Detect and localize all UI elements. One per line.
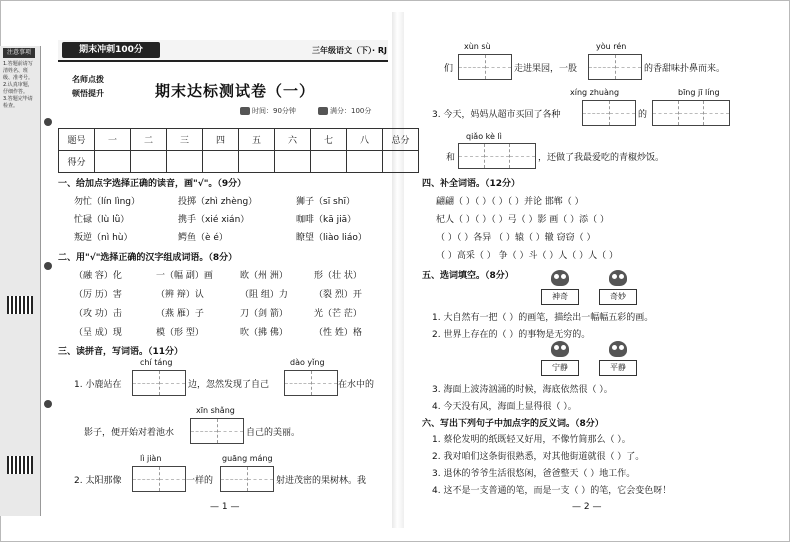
pencil-icon: [318, 107, 328, 115]
section-1-title: 一、给加点字选择正确的读音，画"√"。（9分）: [58, 179, 247, 189]
s1-item: 狮子（sī shī）: [296, 197, 355, 207]
r-text: 3. 今天，妈妈从超市买回了各种: [432, 110, 561, 120]
s2-item: 欧（州 洲）: [240, 271, 288, 281]
s5-question: 2. 世界上存在的（ ）的事物是无穷的。: [432, 330, 591, 340]
s2-item: 模（形 型）: [156, 328, 204, 338]
binding-hole-icon: [44, 400, 52, 408]
writing-grid[interactable]: [458, 143, 536, 169]
s1-item: 叛逆（nì hù）: [74, 233, 133, 243]
s3-text: 1. 小鹿站在: [74, 380, 122, 390]
section-4-title: 四、补全词语。（12分）: [422, 179, 521, 189]
pinyin-hint: bīng jī líng: [678, 88, 720, 97]
binding-hole-icon: [44, 262, 52, 270]
s2-item: 刀（剑 箭）: [240, 309, 288, 319]
s4-row: 翩翩（ ）（ ）（ ）（ ）并论 邯郸（ ）: [436, 197, 584, 207]
pinyin-hint: qiǎo kè lì: [466, 132, 502, 141]
s3-text: 一样的: [186, 476, 214, 486]
s5-question: 1. 大自然有一把（ ）的画笔，描绘出一幅幅五彩的画。: [432, 313, 654, 323]
word-card: 奇妙: [599, 289, 637, 305]
writing-grid[interactable]: [284, 370, 338, 396]
tag-improve: 顿悟提升: [72, 89, 104, 98]
writing-grid[interactable]: [132, 370, 186, 396]
word-card: 宁静: [541, 360, 579, 376]
pinyin-hint: dào yǐng: [290, 358, 325, 367]
writing-grid[interactable]: [588, 54, 642, 80]
s2-item: （裂 烈）开: [314, 290, 362, 300]
pinyin-hint: chí táng: [140, 358, 173, 367]
s5-question: 3. 海面上波涛汹涌的时候，海底依然很（ ）。: [432, 385, 613, 395]
s3-text: 射进茂密的果树林。我: [276, 476, 367, 486]
writing-grid[interactable]: [132, 466, 186, 492]
notice-body: 1.答题前请写清姓名、班级、准考号。 2.认真审题，仔细作答。 3.答题完毕请检查。: [3, 61, 34, 109]
writing-grid[interactable]: [582, 100, 636, 126]
owl-icon: [609, 270, 627, 286]
s1-item: 携手（xié xián）: [178, 215, 250, 225]
time-info: 时间：90分钟: [240, 106, 296, 116]
r-text: 的: [638, 110, 648, 120]
s2-item: 一（幅 副）画: [156, 271, 213, 281]
pinyin-hint: xíng zhuàng: [570, 88, 620, 97]
r-text: 们: [444, 64, 454, 74]
exam-sidebar: [0, 46, 41, 516]
writing-grid[interactable]: [652, 100, 730, 126]
s1-item: 鳄鱼（è é）: [178, 233, 228, 243]
pinyin-hint: xīn shǎng: [196, 406, 235, 415]
page-number: — 2 —: [572, 502, 602, 512]
pinyin-hint: yòu rén: [596, 42, 627, 51]
s2-item: （呈 成）现: [74, 328, 122, 338]
s3-text: 在水中的: [338, 380, 375, 390]
pinyin-hint: xùn sù: [464, 42, 491, 51]
book-spine: [392, 12, 404, 528]
s1-item: 咖啡（kā jiā）: [296, 215, 357, 225]
barcode-icon: [7, 456, 33, 474]
s6-question: 2. 我对咱们这条街很熟悉，对其他街道就很（ ）了。: [432, 452, 645, 462]
owl-icon: [551, 341, 569, 357]
page-number: — 1 —: [210, 502, 240, 512]
score-table-header-row: 题号 一 二 三 四 五 六 七 八 总分: [59, 129, 419, 151]
r-text: 的香甜味扑鼻而来。: [644, 64, 726, 74]
s2-item: 光（芒 茫）: [314, 309, 362, 319]
r-text: 走进果园，一股: [514, 64, 578, 74]
series-logo: 期末冲刺100分: [62, 42, 160, 58]
pinyin-hint: guāng máng: [222, 454, 273, 463]
clock-icon: [240, 107, 250, 115]
owl-icon: [551, 270, 569, 286]
s4-row: （ ）高采（ ） 争（ ）斗（ ）人（ ）人（ ）: [436, 251, 619, 261]
section-3-title: 三、读拼音，写词语。（11分）: [58, 347, 184, 357]
s3-text: 边，忽然发现了自己: [188, 380, 270, 390]
word-card: 平静: [599, 360, 637, 376]
writing-grid[interactable]: [190, 418, 244, 444]
binding-hole-icon: [44, 118, 52, 126]
r-text: 和: [446, 153, 456, 163]
barcode-icon: [7, 296, 33, 314]
s5-question: 4. 今天没有风，海面上显得很（ ）。: [432, 402, 577, 412]
s2-item: （性 姓）格: [314, 328, 362, 338]
pinyin-hint: lì jiàn: [140, 454, 162, 463]
notice-title: 注意事项: [3, 48, 35, 58]
exam-title: 期末达标测试卷（一）: [155, 82, 316, 100]
score-table: [58, 128, 419, 173]
s4-row: 杞人（ ）（ ）（ ）弓（ ）影 画（ ）添（ ）: [436, 215, 610, 225]
s2-item: （燕 雁）子: [156, 309, 204, 319]
writing-grid[interactable]: [458, 54, 512, 80]
s6-question: 1. 蔡伦发明的纸既轻又好用，不像竹简那么（ ）。: [432, 435, 631, 445]
s2-item: （辨 辩）认: [156, 290, 204, 300]
r-text: ，还做了我最爱吃的青椒炒饭。: [538, 153, 665, 163]
s2-item: 吹（拂 佛）: [240, 328, 288, 338]
section-6-title: 六、写出下列句子中加点字的反义词。（8分）: [422, 419, 604, 429]
owl-icon: [609, 341, 627, 357]
s1-item: 投掷（zhì zhèng）: [178, 197, 258, 207]
s3-text: 自己的美丽。: [246, 428, 301, 438]
s3-text: 2. 太阳那像: [74, 476, 122, 486]
s2-item: （厉 历）害: [74, 290, 122, 300]
s2-item: 形（壮 状）: [314, 271, 362, 281]
s1-item: 忙碌（lù lǜ）: [74, 215, 130, 225]
writing-grid[interactable]: [220, 466, 274, 492]
s2-item: （攻 功）击: [74, 309, 122, 319]
s3-text: 影子，便开始对着池水: [84, 428, 175, 438]
s1-item: 勿忙（lín lìng）: [74, 197, 140, 207]
s2-item: （阻 组）力: [240, 290, 288, 300]
score-table-score-row: 得分: [59, 151, 419, 173]
section-2-title: 二、用"√"选择正确的汉字组成词语。（8分）: [58, 253, 238, 263]
section-5-title: 五、选词填空。（8分）: [422, 271, 514, 281]
s1-item: 瞭望（liào liáo）: [296, 233, 367, 243]
score-info: 满分：100分: [318, 106, 371, 116]
s2-item: （融 容）化: [74, 271, 122, 281]
grade-label: 三年级语文（下）· RJ: [312, 46, 387, 55]
s6-question: 4. 这不是一支普通的笔，而是一支（ ）的笔，它会变色呀！: [432, 486, 672, 496]
word-card: 神奇: [541, 289, 579, 305]
tag-tips: 名师点拨: [72, 75, 104, 84]
s6-question: 3. 退休的爷爷生活很悠闲，爸爸整天（ ）地工作。: [432, 469, 636, 479]
s4-row: （ ）（ ）各异 （ ）辕（ ）辙 窃窃（ ）: [436, 233, 596, 243]
